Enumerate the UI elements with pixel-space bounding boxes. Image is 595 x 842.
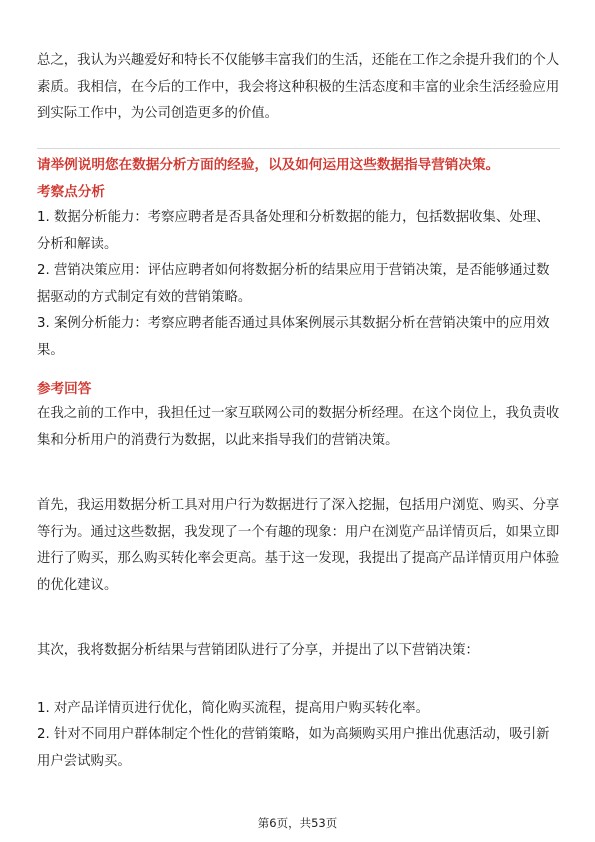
- answer-paragraph-3: 其次，我将数据分析结果与营销团队进行了分享，并提出了以下营销决策：: [37, 643, 479, 658]
- section-divider: [37, 148, 560, 149]
- answer-list-item-1: 1. 对产品详情页进行优化，简化购买流程，提高用户购买转化率。: [37, 701, 429, 716]
- answer-list-item-2: 2. 针对不同用户群体制定个性化的营销策略，如为高频购买用户推出优惠活动，吸引新用户尝试购买。: [37, 727, 550, 769]
- analysis-item-2: 2. 营销决策应用：评估应聘者如何将数据分析的结果应用于营销决策，是否能够通过数据驱动的方式制定有效的营销策略。: [37, 263, 550, 305]
- question-title: 请举例说明您在数据分析方面的经验，以及如何运用这些数据指导营销决策。: [37, 157, 500, 173]
- answer-heading: 参考回答: [37, 381, 92, 397]
- analysis-heading: 考察点分析: [37, 184, 105, 200]
- page-number-footer: 第6页，共53页: [257, 816, 338, 830]
- answer-paragraph-1: 在我之前的工作中，我担任过一家互联网公司的数据分析经理。在这个岗位上，我负责收集和分析用户的消费行为数据，以此来指导我们的营销决策。: [37, 406, 560, 448]
- analysis-item-1: 1. 数据分析能力：考察应聘者是否具备处理和分析数据的能力，包括数据收集、处理、分析和解读。: [37, 210, 550, 252]
- analysis-item-3: 3. 案例分析能力：考察应聘者能否通过具体案例展示其数据分析在营销决策中的应用效果。: [37, 316, 550, 358]
- intro-paragraph: 总之，我认为兴趣爱好和特长不仅能够丰富我们的生活，还能在工作之余提升我们的个人素质。我相信，在今后的工作中，我会将这种积极的生活态度和丰富的业余生活经验应用到实际工作中，为公司创造更多的价值。: [37, 53, 560, 121]
- answer-paragraph-2: 首先，我运用数据分析工具对用户行为数据进行了深入挖掘，包括用户浏览、购买、分享等行为。通过这些数据，我发现了一个有趣的现象：用户在浏览产品详情页后，如果立即进行了购买，那么购买转化率会更高。基于这一发现，我提出了提高产品详情页用户体验的优化建议。: [37, 498, 560, 593]
